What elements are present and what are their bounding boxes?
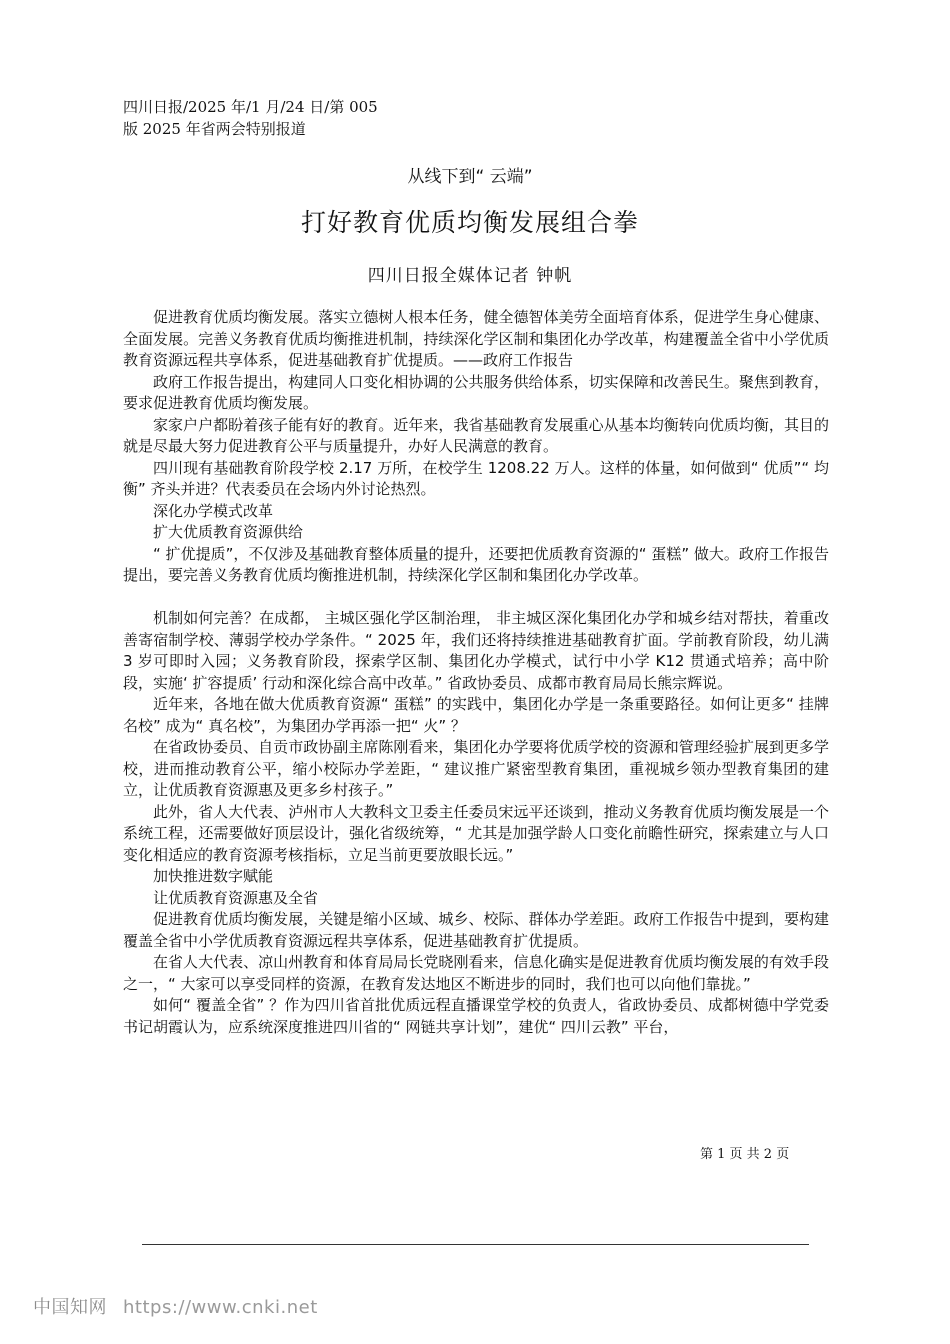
- paragraph: 政府工作报告提出，构建同人口变化相协调的公共服务供给体系，切实保障和改善民生。聚焦到教育，要求促进教育优质均衡发展。: [123, 372, 829, 412]
- section-heading: 加快推进数字赋能: [153, 867, 274, 885]
- paragraph: 在省人大代表、凉山州教育和体育局局长党晓刚看来，信息化确实是促进教育优质均衡发展的有效手段之一，“ 大家可以享受同样的资源，在教育发达地区不断进步的同时，我们也可以向他们靠拢。”: [123, 953, 829, 993]
- paragraph: 四川现有基础教育阶段学校 2.17 万所，在校学生 1208.22 万人。这样的体量，如何做到“ 优质”“ 均衡” 齐头并进？代表委员在会场内外讨论热烈。: [123, 458, 829, 498]
- article-body: [123, 307, 829, 1038]
- article-headline: 打好教育优质均衡发展组合拳: [300, 208, 639, 237]
- cnki-logo: 中国知网: [33, 1297, 107, 1318]
- article-kicker: 从线下到“ 云端”: [407, 167, 533, 187]
- section-subheading: 让优质教育资源惠及全省: [153, 888, 319, 907]
- cnki-url: https://www.cnki.net: [123, 1297, 318, 1318]
- section-subheading: 扩大优质教育资源供给: [153, 523, 304, 541]
- paragraph: 在省政协委员、自贡市政协副主席陈刚看来，集团化办学要将优质学校的资源和管理经验扩展到更多学校，进而推动教育公平，缩小校际办学差距，“ 建议推广紧密型教育集团，重视城乡领办型教育集团的建立，让优质教育资源惠及更多乡村孩子。”: [123, 738, 829, 799]
- footer-divider: [142, 1244, 809, 1245]
- paragraph: 家家户户都盼着孩子能有好的教育。近年来，我省基础教育发展重心从基本均衡转向优质均衡，其目的就是尽最大努力促进教育公平与质量提升，办好人民满意的教育。: [123, 415, 829, 455]
- paragraph: 此外，省人大代表、泸州市人大教科文卫委主任委员宋远平还谈到，推动义务教育优质均衡发展是一个系统工程，还需要做好顶层设计，强化省级统筹，“ 尤其是加强学龄人口变化前瞻性研究，探索建立与人口变化相适应的教育资源考核指标，立足当前更要放眼长远。”: [123, 802, 829, 864]
- paragraph: 机制如何完善？在成都， 主城区强化学区制治理， 非主城区深化集团化办学和城乡结对帮扶，着重改善寄宿制学校、薄弱学校办学条件。“ 2025 年，我们还将持续推进基础教育扩面。学前教育阶段，幼儿满 3 岁可即时入园；义务教育阶段，探索学区制、集团化办学模式，试行中小学 K12 贯通式培养；高中阶段，实施‘ 扩容提质’ 行动和深化综合高中改革。” 省政协委员、成都市教育局局长熊宗辉说。: [123, 609, 829, 692]
- page-number: 第 1 页 共 2 页: [700, 1147, 790, 1162]
- source-line: 四川日报/2025 年/1 月/24 日/第 005 版 2025 年省两会特别报道: [123, 98, 378, 138]
- paragraph: 促进教育优质均衡发展。落实立德树人根本任务，健全德智体美劳全面培育体系，促进学生身心健康、全面发展。完善义务教育优质均衡推进机制，持续深化学区制和集团化办学改革，构建覆盖全省中小学优质教育资源远程共享体系，促进基础教育扩优提质。——政府工作报告: [123, 308, 829, 369]
- cnki-watermark: [33, 1293, 318, 1319]
- paragraph: 如何“ 覆盖全省” ？作为四川省首批优质远程直播课堂学校的负责人，省政协委员、成都树德中学党委书记胡霞认为，应系统深度推进四川省的“ 网链共享计划”，建优“ 四川云教” 平台，: [123, 996, 829, 1036]
- paragraph: 近年来，各地在做大优质教育资源“ 蛋糕” 的实践中，集团化办学是一条重要路径。如何让更多“ 挂牌名校” 成为“ 真名校”，为集团办学再添一把“ 火” ？: [123, 695, 829, 735]
- paragraph: “ 扩优提质”，不仅涉及基础教育整体质量的提升，还要把优质教育资源的“ 蛋糕” 做大。政府工作报告提出，要完善义务教育优质均衡推进机制，持续深化学区制和集团化办学改革。: [123, 544, 829, 584]
- article-byline: 四川日报全媒体记者 钟帆: [367, 266, 573, 286]
- section-heading: 深化办学模式改革: [153, 501, 274, 520]
- paragraph: 促进教育优质均衡发展，关键是缩小区域、城乡、校际、群体办学差距。政府工作报告中提到，要构建覆盖全省中小学优质教育资源远程共享体系，促进基础教育扩优提质。: [123, 910, 829, 950]
